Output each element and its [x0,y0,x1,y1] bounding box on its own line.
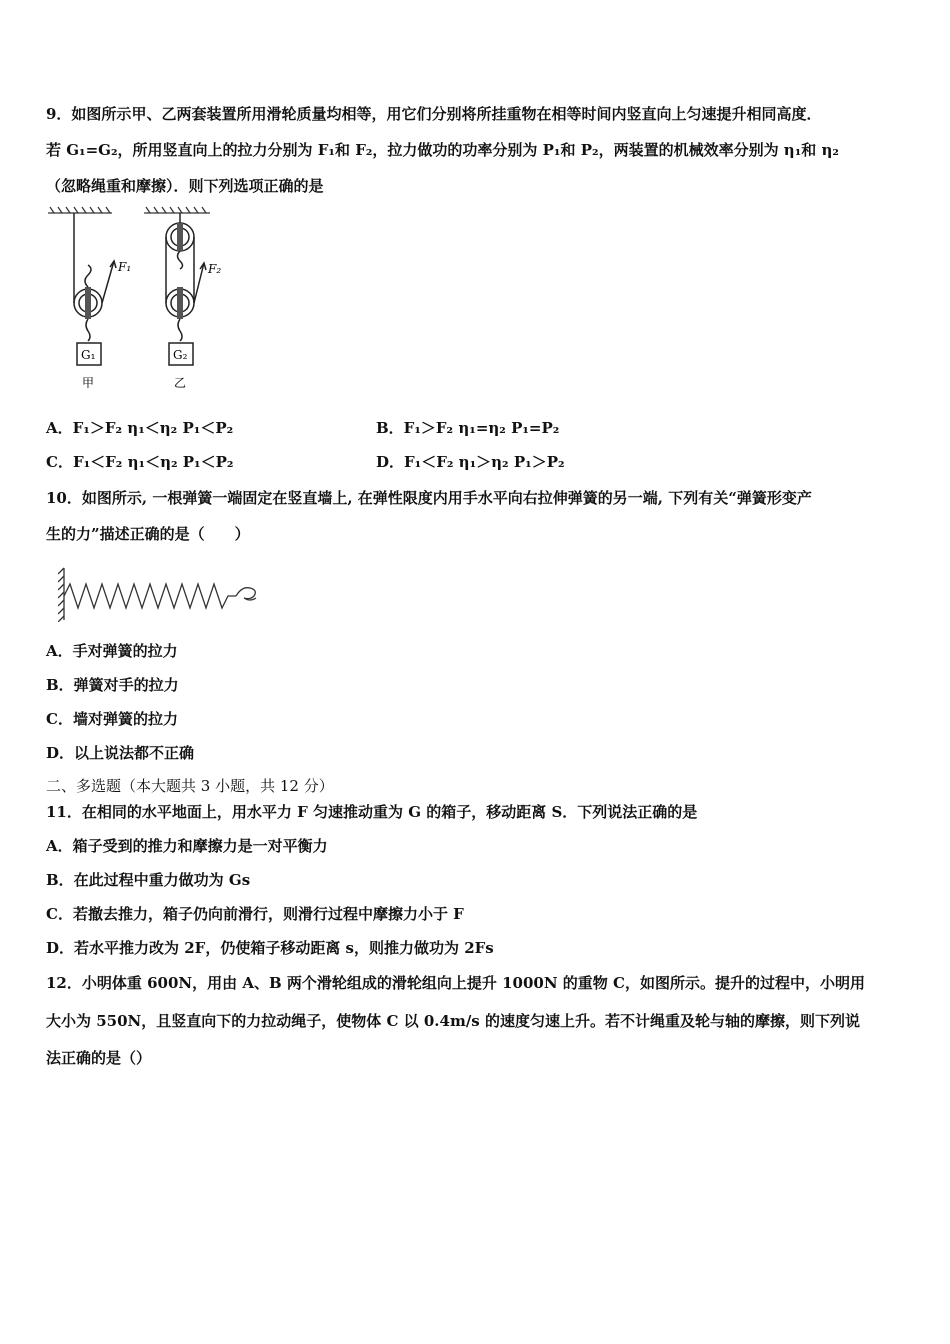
q12-text-line2: 大小为 550N，且竖直向下的力拉动绳子，使物体 C 以 0.4m/s 的速度匀速上升。若不计绳重及轮与轴的摩擦，则下列说 [46,1012,860,1030]
q9-option-d[interactable]: D．F₁＜F₂ η₁＞η₂ P₁＞P₂ [376,453,565,471]
q11-option-b[interactable]: B．在此过程中重力做功为 Gs [46,871,251,889]
pulley-figure [44,205,244,395]
q10-option-d[interactable]: D．以上说法都不正确 [46,744,195,762]
q11-option-c[interactable]: C．若撤去推力，箱子仍向前滑行，则滑行过程中摩擦力小于 F [46,905,464,923]
q10-option-a[interactable]: A．手对弹簧的拉力 [46,642,178,660]
weight-g1-label: G₁ [81,348,96,362]
q11-option-a[interactable]: A．箱子受到的推力和摩擦力是一对平衡力 [46,837,328,855]
q12-text-line1: 12．小明体重 600N，用由 A、B 两个滑轮组成的滑轮组向上提升 1000N 的重物 C，如图所示。提升的过程中，小明用 [46,974,865,992]
ceiling-left [48,207,112,213]
pulley-jia [74,213,116,365]
q10-option-b[interactable]: B．弹簧对手的拉力 [46,676,179,694]
force-f2-label: F₂ [208,262,222,276]
section-title-multiple-choice: 二、多选题（本大题共 3 小题，共 12 分） [46,777,334,795]
q11-option-d[interactable]: D．若水平推力改为 2F，仍使箱子移动距离 s，则推力做功为 2Fs [46,939,494,957]
ceiling-right [144,207,210,213]
q9-text-line1: 9．如图所示甲、乙两套装置所用滑轮质量均相等，用它们分别将所挂重物在相等时间内竖直向上匀速提升相同高度． [46,105,822,123]
spring-figure [58,566,264,622]
q9-text-line2: 若 G₁=G₂，所用竖直向上的拉力分别为 F₁和 F₂，拉力做功的功率分别为 P₁和 P₂，两装置的机械效率分别为 η₁和 η₂ [46,141,839,159]
q9-option-b[interactable]: B．F₁＞F₂ η₁=η₂ P₁=P₂ [376,419,560,437]
q10-option-c[interactable]: C．墙对弹簧的拉力 [46,710,178,728]
pulley-yi [166,213,206,365]
weight-g2-label: G₂ [173,348,188,362]
q9-option-a[interactable]: A．F₁＞F₂ η₁＜η₂ P₁＜P₂ [46,419,234,437]
q10-text-line1: 10．如图所示, 一根弹簧一端固定在竖直墙上, 在弹性限度内用手水平向右拉伸弹簧的另一端, 下列有关“弹簧形变产 [46,489,812,507]
q12-text-line3: 法正确的是（） [46,1049,152,1067]
force-f1-label: F₁ [118,260,132,274]
q9-option-c[interactable]: C．F₁＜F₂ η₁＜η₂ P₁＜P₂ [46,453,234,471]
q9-text-line3: （忽略绳重和摩擦）．则下列选项正确的是 [46,177,324,195]
label-jia: 甲 [82,376,95,390]
q10-text-line2: 生的力”描述正确的是（ ） [46,525,250,543]
label-yi: 乙 [174,376,187,390]
q11-text-line1: 11．在相同的水平地面上，用水平力 F 匀速推动重为 G 的箱子，移动距离 S．下列说法正确的是 [46,803,698,821]
